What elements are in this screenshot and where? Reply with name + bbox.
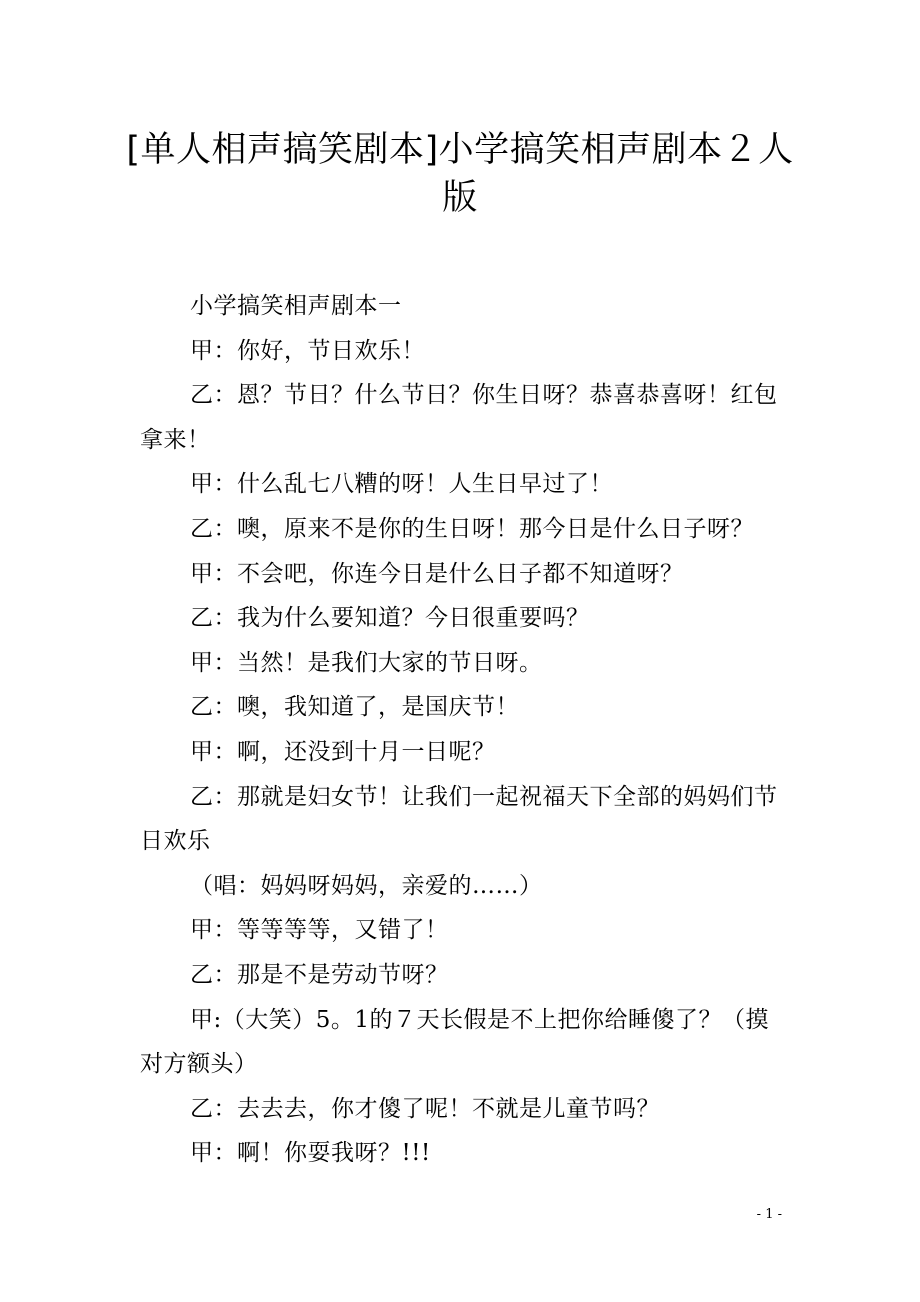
paragraph: 甲:（大笑）5。1的７天长假是不上把你给睡傻了？（摸对方额头） xyxy=(140,1006,770,1078)
paragraph: 乙：恩？节日？什么节日？你生日呀？恭喜恭喜呀！红包拿来！ xyxy=(140,382,778,453)
paragraph: 乙：噢，我知道了，是国庆节！ xyxy=(190,694,519,721)
document-body xyxy=(140,284,780,1176)
paragraph: 乙：去去去，你才傻了呢！不就是儿童节吗？ xyxy=(190,1095,660,1122)
paragraph: 乙：那是不是劳动节呀？ xyxy=(190,961,449,988)
paragraph: 甲：啊！你耍我呀？!!! xyxy=(190,1140,431,1167)
paragraph: 小学搞笑相声剧本一 xyxy=(190,293,402,319)
paragraph: （唱：妈妈呀妈妈，亲爱的……） xyxy=(190,872,543,899)
paragraph: 甲：不会吧，你连今日是什么日子都不知道呀？ xyxy=(190,560,684,587)
paragraph: 乙：我为什么要知道？今日很重要吗？ xyxy=(190,605,590,632)
paragraph: 乙：噢，原来不是你的生日呀！那今日是什么日子呀？ xyxy=(190,515,754,542)
document-title: [单人相声搞笑剧本]小学搞笑相声剧本２人版 xyxy=(126,130,794,218)
paragraph: 甲：什么乱七八糟的呀！人生日早过了！ xyxy=(190,471,613,498)
paragraph: 甲：你好，节日欢乐！ xyxy=(190,337,425,364)
paragraph: 乙：那就是妇女节！让我们一起祝福天下全部的妈妈们节日欢乐 xyxy=(140,783,778,855)
paragraph: 甲：等等等等，又错了！ xyxy=(190,917,449,944)
paragraph: 甲：啊，还没到十月一日呢？ xyxy=(190,738,496,765)
page-number: - 1 - xyxy=(756,1207,782,1222)
paragraph: 甲：当然！是我们大家的节日呀。 xyxy=(190,649,543,676)
